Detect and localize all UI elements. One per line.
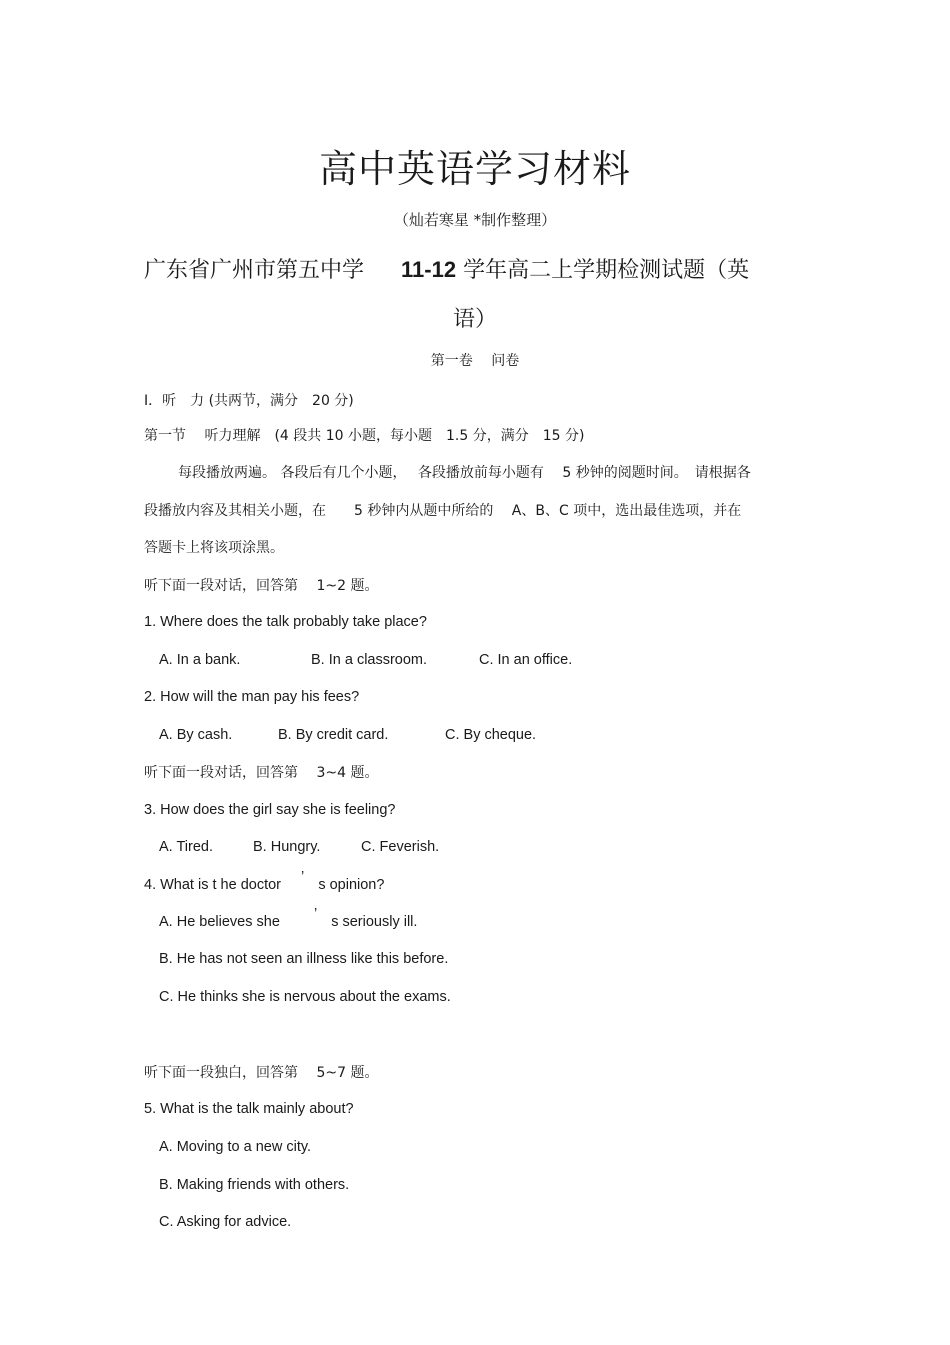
question-text-part: 4. What is t he doctor [144,877,282,893]
option-b: B. Making friends with others. [159,1177,350,1193]
apostrophe-mark: ’ [301,869,305,885]
option-c: C. He thinks she is nervous about the exams. [159,989,451,1005]
question-text [144,869,385,893]
option-c: C. By cheque. [445,727,537,743]
option-c: C. In an office. [479,652,573,668]
page-subtitle: （灿若寒星 *制作整理） [393,211,557,229]
page-title: 高中英语学习材料 [318,147,631,191]
volume-label: 第一卷 问卷 [430,353,520,369]
exam-title-line1 [144,253,749,284]
instruction-line: 答题卡上将该项涂黑。 [144,540,284,556]
option-a: A. In a bank. [159,652,241,668]
option-a [159,906,418,930]
question-text: 2. How will the man pay his fees? [144,689,360,705]
option-a: A. Moving to a new city. [159,1139,312,1155]
option-b: B. He has not seen an illness like this before. [159,951,449,967]
exam-title-school: 广东省广州市第五中学 [144,258,365,283]
instruction-line: 段播放内容及其相关小题，在 5 秒钟内从题中所给的 A、B、C 项中，选出最佳选项，并在 [144,503,742,519]
option-c: C. Asking for advice. [159,1214,292,1230]
question-text: 3. How does the girl say she is feeling? [144,802,396,818]
option-b: B. By credit card. [278,727,389,743]
option-b: B. Hungry. [253,839,321,855]
option-a: A. Tired. [159,839,213,855]
part1-heading: 第一节 听力理解 (4 段共 10 小题，每小题 1.5 分，满分 15 分) [144,428,585,444]
option-c: C. Feverish. [361,839,440,855]
monologue-prompt: 听下面一段独白，回答第 5~7 题。 [144,1065,379,1081]
option-text-part: A. He believes she [159,914,280,930]
question-options [0,727,950,747]
apostrophe-mark: ’ [313,906,318,922]
section-heading: I．听 力 (共两节，满分 20 分) [144,393,354,409]
exam-title-year: 11-12 [401,257,457,282]
dialog-prompt: 听下面一段对话，回答第 1~2 题。 [144,578,379,594]
question-options [0,652,950,672]
exam-title-rest: 学年高二上学期检测试题（英 [463,258,750,283]
instruction-line: 每段播放两遍。 各段后有几个小题， 各段播放前每小题有 5 秒钟的阅题时间。 请根据各 [178,465,751,481]
exam-title-line2: 语） [452,307,497,332]
option-text-part: s seriously ill. [331,914,418,930]
question-text: 5. What is the talk mainly about? [144,1101,354,1117]
dialog-prompt: 听下面一段对话，回答第 3~4 题。 [144,765,379,781]
question-options [0,839,950,859]
question-text: 1. Where does the talk probably take place? [144,614,427,630]
option-b: B. In a classroom. [311,652,428,668]
option-a: A. By cash. [159,727,233,743]
question-text-part: s opinion? [318,877,385,893]
